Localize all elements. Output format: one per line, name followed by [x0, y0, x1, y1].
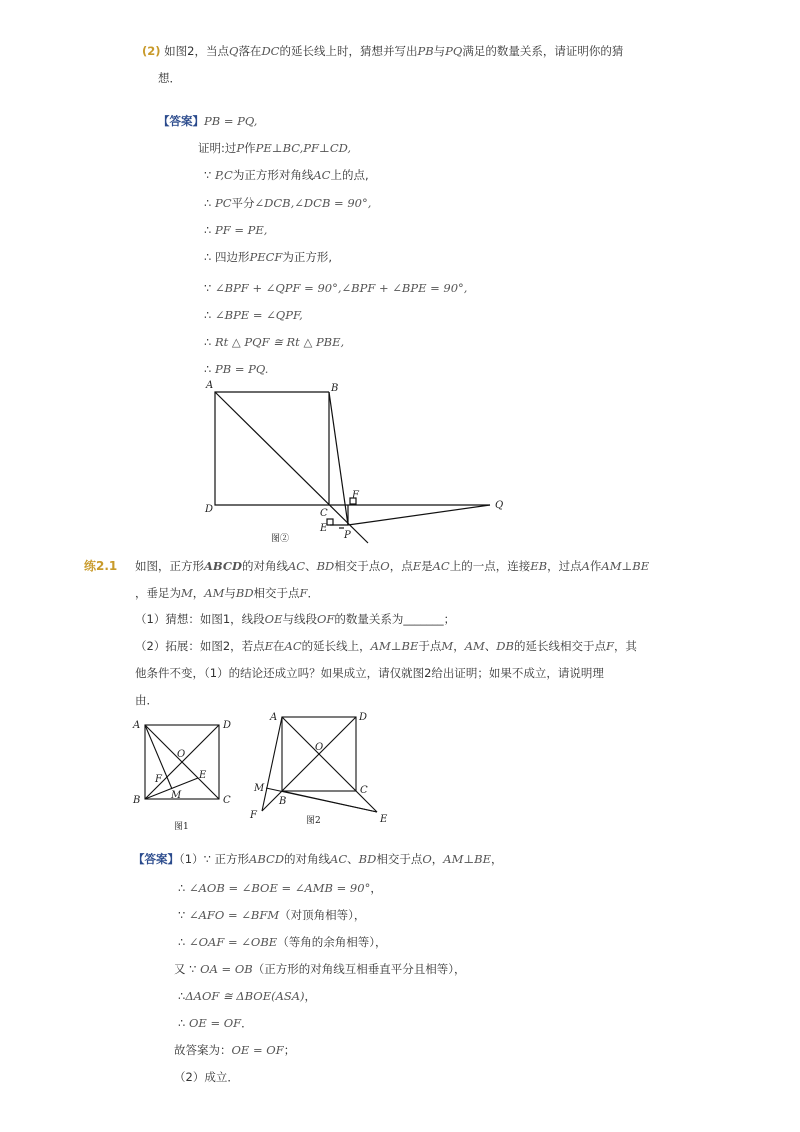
symbol: ∴ [178, 989, 186, 1003]
question-number: (2) [142, 44, 161, 58]
text: （对顶角相等）， [279, 908, 366, 922]
text: 、 [484, 639, 497, 653]
text: ，其 [613, 639, 637, 653]
math: ∠OAF = ∠OBE [188, 935, 278, 949]
proof-line-7 [204, 334, 344, 350]
segment-af [262, 717, 282, 811]
proof-line-6 [204, 307, 303, 323]
math: AM⊥BE [601, 559, 650, 573]
text: ， [304, 989, 317, 1003]
text: ， [192, 586, 205, 600]
segment-be [145, 778, 198, 799]
text: 相交于点 [334, 559, 381, 573]
math: ∠DCB,∠DCB = 90°, [254, 196, 372, 210]
text: ，过点 [547, 559, 582, 573]
answer-2-line4 [178, 934, 386, 950]
math: ∠AOB = ∠BOE = ∠AMB = 90° [188, 881, 371, 895]
math: OF [316, 612, 335, 626]
answer-2-line7 [178, 1015, 253, 1031]
text: ， [370, 881, 382, 895]
text: ． [307, 586, 320, 600]
answer-2-line2 [178, 880, 382, 896]
math: BD [235, 586, 254, 600]
diagonal-ac [215, 392, 368, 543]
exercise-line2 [135, 585, 319, 601]
label-f: F [250, 810, 257, 821]
math: O [422, 852, 432, 866]
math: EB [530, 559, 548, 573]
answer-2-line3 [178, 907, 365, 923]
right-angle-mark-f [350, 498, 356, 504]
text: 的延长线上， [301, 639, 371, 653]
math: O [380, 559, 390, 573]
text: 为正方形对角线 [232, 168, 314, 182]
label-m: M [254, 783, 265, 794]
math: F [605, 639, 614, 653]
math: DB [496, 639, 514, 653]
answer-2-line5 [174, 961, 465, 977]
segment-am [145, 725, 172, 789]
math: DC [261, 44, 280, 58]
text: （1）猜想：如图1，线段 [135, 612, 265, 626]
text: 如图，正方形 [135, 559, 204, 573]
text: 与 [433, 44, 446, 58]
text: 、 [305, 559, 317, 573]
math: AM [204, 586, 225, 600]
math: PB = PQ, [204, 114, 258, 128]
math: BD [316, 559, 335, 573]
text: 相交于点 [253, 586, 300, 600]
math: A [581, 559, 590, 573]
math: Rt △ PQF ≅ Rt △ PBE, [214, 335, 345, 349]
exercise-part2-line3: 由． [135, 693, 158, 707]
text: 的延长线相交于点 [513, 639, 606, 653]
symbol: ∴ [204, 196, 212, 210]
math: ΔAOF ≅ ΔBOE(ASA) [185, 989, 305, 1003]
symbol: ∴ [204, 250, 212, 264]
segment-be [282, 791, 377, 812]
text: 上的点, [330, 168, 369, 182]
answer-2-line6 [178, 988, 316, 1004]
symbol: ∵ [204, 168, 212, 182]
label-m: M [171, 790, 182, 801]
math: P [236, 141, 245, 155]
math: OE [264, 612, 283, 626]
label-d: D [359, 712, 368, 723]
exercise-part1 [135, 611, 455, 627]
symbol: ∴ [178, 935, 186, 949]
figure-caption: 图2 [306, 816, 321, 826]
proof-line-4 [204, 249, 332, 265]
label-e: E [380, 814, 388, 825]
text: 与线段 [282, 612, 317, 626]
figure-caption: 图1 [174, 822, 189, 832]
math: F [299, 586, 308, 600]
text: 故答案为： [174, 1043, 232, 1057]
exercise-number: 练2.1 [84, 559, 118, 573]
text: 相交于点 [376, 852, 423, 866]
label-d: D [223, 720, 232, 731]
label-a: A [206, 380, 214, 391]
text: ， [431, 852, 444, 866]
text: ，点 [389, 559, 413, 573]
symbol: ∵ [204, 281, 212, 295]
answer-2-line9: （2）成立． [174, 1070, 239, 1084]
label-e: E [320, 523, 328, 534]
symbol: ∴ [178, 881, 186, 895]
answer-2-line1 [133, 851, 503, 867]
math: M [181, 586, 193, 600]
text: 如图2，当点 [164, 44, 229, 58]
text: 平分 [231, 196, 255, 210]
math: E [264, 639, 274, 653]
question-2-line2: 想． [158, 71, 181, 85]
math: PQ [445, 44, 463, 58]
square-abcd [145, 725, 219, 799]
text: 落在 [238, 44, 262, 58]
answer-key: 【答案】 [133, 852, 179, 866]
text: 于点 [418, 639, 442, 653]
segment-me [266, 788, 377, 812]
math: AC [432, 559, 450, 573]
text: 上的一点，连接 [449, 559, 531, 573]
math: ABCD [249, 852, 285, 866]
diagonal-bd [145, 725, 219, 799]
label-b: B [279, 796, 287, 807]
label-b: B [331, 383, 339, 394]
label-o: O [177, 749, 186, 760]
symbol: ∴ [204, 308, 212, 322]
math: AC [284, 639, 302, 653]
text: 的延长线上时，猜想并写出 [279, 44, 418, 58]
label-b: B [133, 795, 141, 806]
math: OA = OB [200, 962, 253, 976]
label-c: C [223, 795, 231, 806]
proof-line-1 [204, 167, 369, 183]
math: Q [229, 44, 239, 58]
label-c: C [320, 508, 328, 519]
square-abcd [282, 717, 356, 791]
math: ABCD [204, 559, 242, 573]
segment-pq [348, 505, 490, 525]
label-e: E [199, 770, 207, 781]
math: AC [330, 852, 348, 866]
text: （2）拓展：如图2，若点 [135, 639, 265, 653]
math: PF = PE, [214, 223, 268, 237]
math: PB = PQ. [214, 362, 269, 376]
proof-line-0 [198, 140, 351, 156]
math: M [441, 639, 454, 653]
label-f: F [352, 490, 359, 501]
text: 的数量关系为_______； [334, 612, 456, 626]
math: AC [313, 168, 331, 182]
label-a: A [270, 712, 278, 723]
text: 为正方形, [282, 250, 333, 264]
label-d: D [205, 504, 214, 515]
symbol: ∴ [204, 362, 212, 376]
math: AM [464, 639, 485, 653]
text: 与 [224, 586, 236, 600]
segment-bp [329, 392, 348, 525]
label-q: Q [495, 500, 504, 511]
label-f: F [155, 774, 162, 785]
text: 、 [347, 852, 359, 866]
text: ． [241, 1016, 253, 1030]
text: 在 [273, 639, 285, 653]
math: PECF [249, 250, 283, 264]
label-a: A [133, 720, 141, 731]
label-c: C [360, 785, 368, 796]
text: 的对角线 [284, 852, 331, 866]
exercise-part2 [135, 638, 637, 654]
symbol: ∴ [204, 335, 212, 349]
diagonal-fd [262, 717, 356, 811]
text: （正方形的对角线互相垂直平分且相等）， [252, 962, 466, 976]
math: AC [287, 559, 306, 573]
answer-key: 【答案】 [158, 114, 204, 128]
answer-1-header [158, 113, 257, 129]
math: BD [358, 852, 377, 866]
math: ∠AFO = ∠BFM [188, 908, 280, 922]
math: E [412, 559, 422, 573]
question-2-line1 [142, 43, 623, 59]
math: AM⊥BE [370, 639, 419, 653]
text: ， [453, 639, 465, 653]
right-angle-mark-e [327, 519, 333, 525]
text: 是 [421, 559, 433, 573]
symbol: ∴ [178, 1016, 186, 1030]
text: （等角的余角相等）， [277, 935, 387, 949]
figure-caption: 图② [271, 534, 290, 544]
text: 证明:过 [198, 141, 237, 155]
proof-line-5 [204, 280, 467, 296]
text: 又 ∵ [174, 962, 197, 976]
math: ∠BPE = ∠QPF, [214, 308, 303, 322]
symbol: ∴ [204, 223, 212, 237]
square-outline [215, 392, 329, 505]
text: 的对角线 [241, 559, 288, 573]
math: PB [417, 44, 434, 58]
answer-2-line8 [174, 1042, 295, 1058]
proof-line-2 [204, 195, 371, 211]
math: ∠BPF + ∠QPF = 90°,∠BPF + ∠BPE = 90°, [214, 281, 468, 295]
math: AM⊥BE [443, 852, 492, 866]
text: ， [491, 852, 503, 866]
text: （1）∵ 正方形 [179, 852, 250, 866]
math: P,C [214, 168, 233, 182]
diagonal-ac [145, 725, 219, 799]
text: 作 [589, 559, 602, 573]
label-p: P [344, 530, 351, 541]
symbol: ∵ [178, 908, 186, 922]
text: 满足的数量关系，请证明你的猜 [462, 44, 624, 58]
math: PC [214, 196, 232, 210]
exercise-part2-line2: 他条件不变，（1）的结论还成立吗？如果成立，请仅就图2给出证明；如果不成立，请说明理 [135, 666, 604, 680]
label-o: O [315, 742, 324, 753]
exercise-line1 [135, 558, 649, 574]
math: OE = OF [231, 1043, 284, 1057]
math: PE⊥BC,PF⊥CD, [255, 141, 352, 155]
text: ，垂足为 [135, 586, 181, 600]
exercise-label [84, 558, 117, 574]
proof-line-8 [204, 361, 268, 377]
text: 四边形 [214, 250, 250, 264]
math: OE = OF [188, 1016, 242, 1030]
proof-line-3 [204, 222, 267, 238]
text: ； [283, 1043, 296, 1057]
text: 作 [244, 141, 256, 155]
diagonal-ae [282, 717, 377, 812]
